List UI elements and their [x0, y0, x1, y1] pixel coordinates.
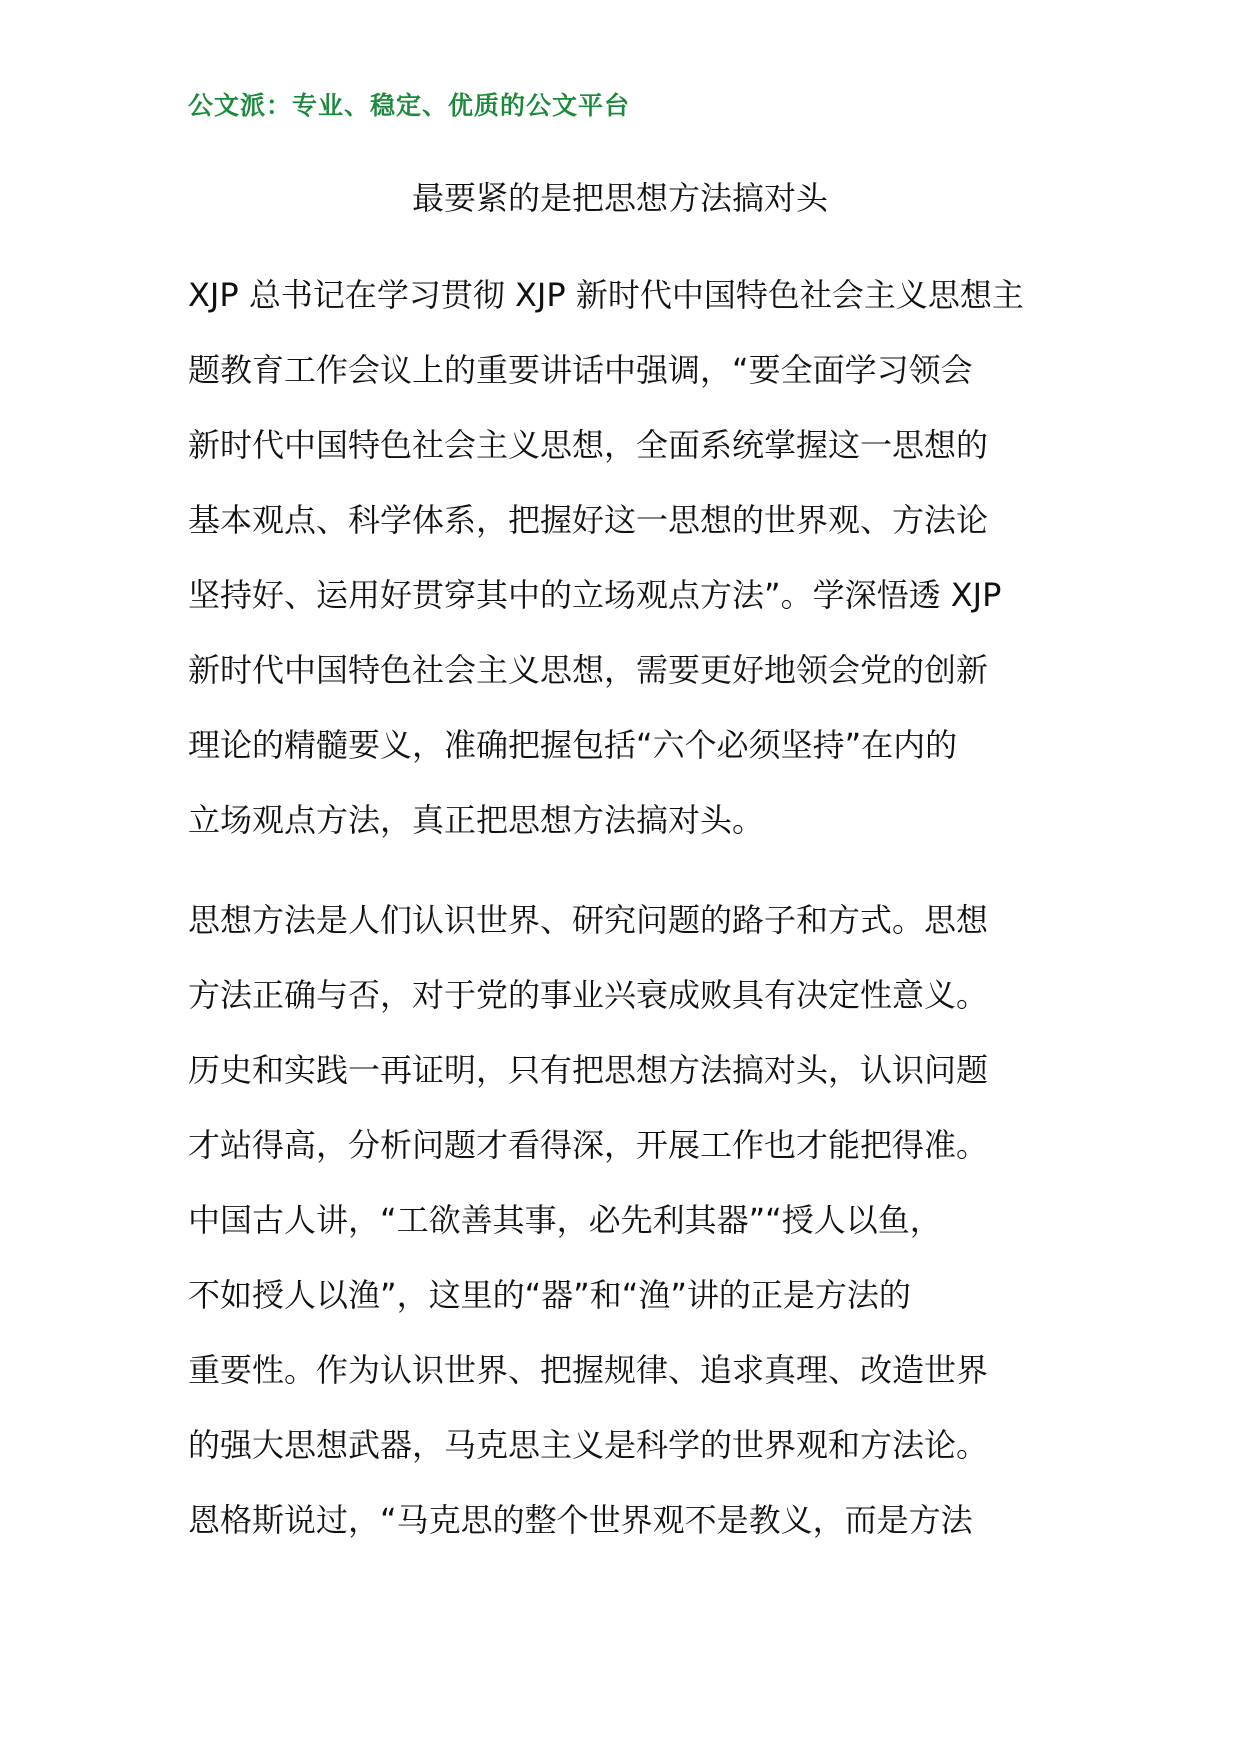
- text-line: 的强大思想武器，马克思主义是科学的世界观和方法论。: [188, 1426, 989, 1464]
- text-line: 方法正确与否，对于党的事业兴衰成败具有决定性意义。: [188, 976, 989, 1014]
- text-line: 不如授人以渔”，这里的“器”和“渔”讲的正是方法的: [188, 1276, 911, 1314]
- text-line: 基本观点、科学体系，把握好这一思想的世界观、方法论: [188, 501, 989, 539]
- text-line: 新时代中国特色社会主义思想，全面系统掌握这一思想的: [188, 426, 989, 464]
- text-line: 中国古人讲，“工欲善其事，必先利其器”“授人以鱼，: [188, 1201, 942, 1239]
- text-line: 题教育工作会议上的重要讲话中强调，“要全面学习领会: [188, 351, 973, 389]
- paragraph-2: [188, 883, 1058, 1558]
- document-title: 最要紧的是把思想方法搞对头: [411, 179, 828, 217]
- text-line: 重要性。作为认识世界、把握规律、追求真理、改造世界: [188, 1351, 989, 1389]
- text-line: 历史和实践一再证明，只有把思想方法搞对头，认识问题: [188, 1051, 989, 1089]
- text-line: 理论的精髓要义，准确把握包括“六个必须坚持”在内的: [188, 726, 958, 764]
- text-line: 恩格斯说过，“马克思的整个世界观不是教义，而是方法: [188, 1501, 973, 1539]
- text-line: 立场观点方法，真正把思想方法搞对头。: [188, 801, 765, 839]
- text-line: 新时代中国特色社会主义思想，需要更好地领会党的创新: [188, 651, 989, 689]
- text-line: 坚持好、运用好贯穿其中的立场观点方法”。学深悟透 XJP: [188, 576, 1002, 614]
- site-header: 公文派：专业、稳定、优质的公文平台: [188, 91, 631, 120]
- text-line: 思想方法是人们认识世界、研究问题的路子和方式。思想: [188, 901, 989, 939]
- text-line: XJP 总书记在学习贯彻 XJP 新时代中国特色社会主义思想主: [188, 276, 1024, 314]
- document-body: [188, 258, 1058, 1558]
- text-line: 才站得高，分析问题才看得深，开展工作也才能把得准。: [188, 1126, 989, 1164]
- paragraph-1: [188, 258, 1058, 858]
